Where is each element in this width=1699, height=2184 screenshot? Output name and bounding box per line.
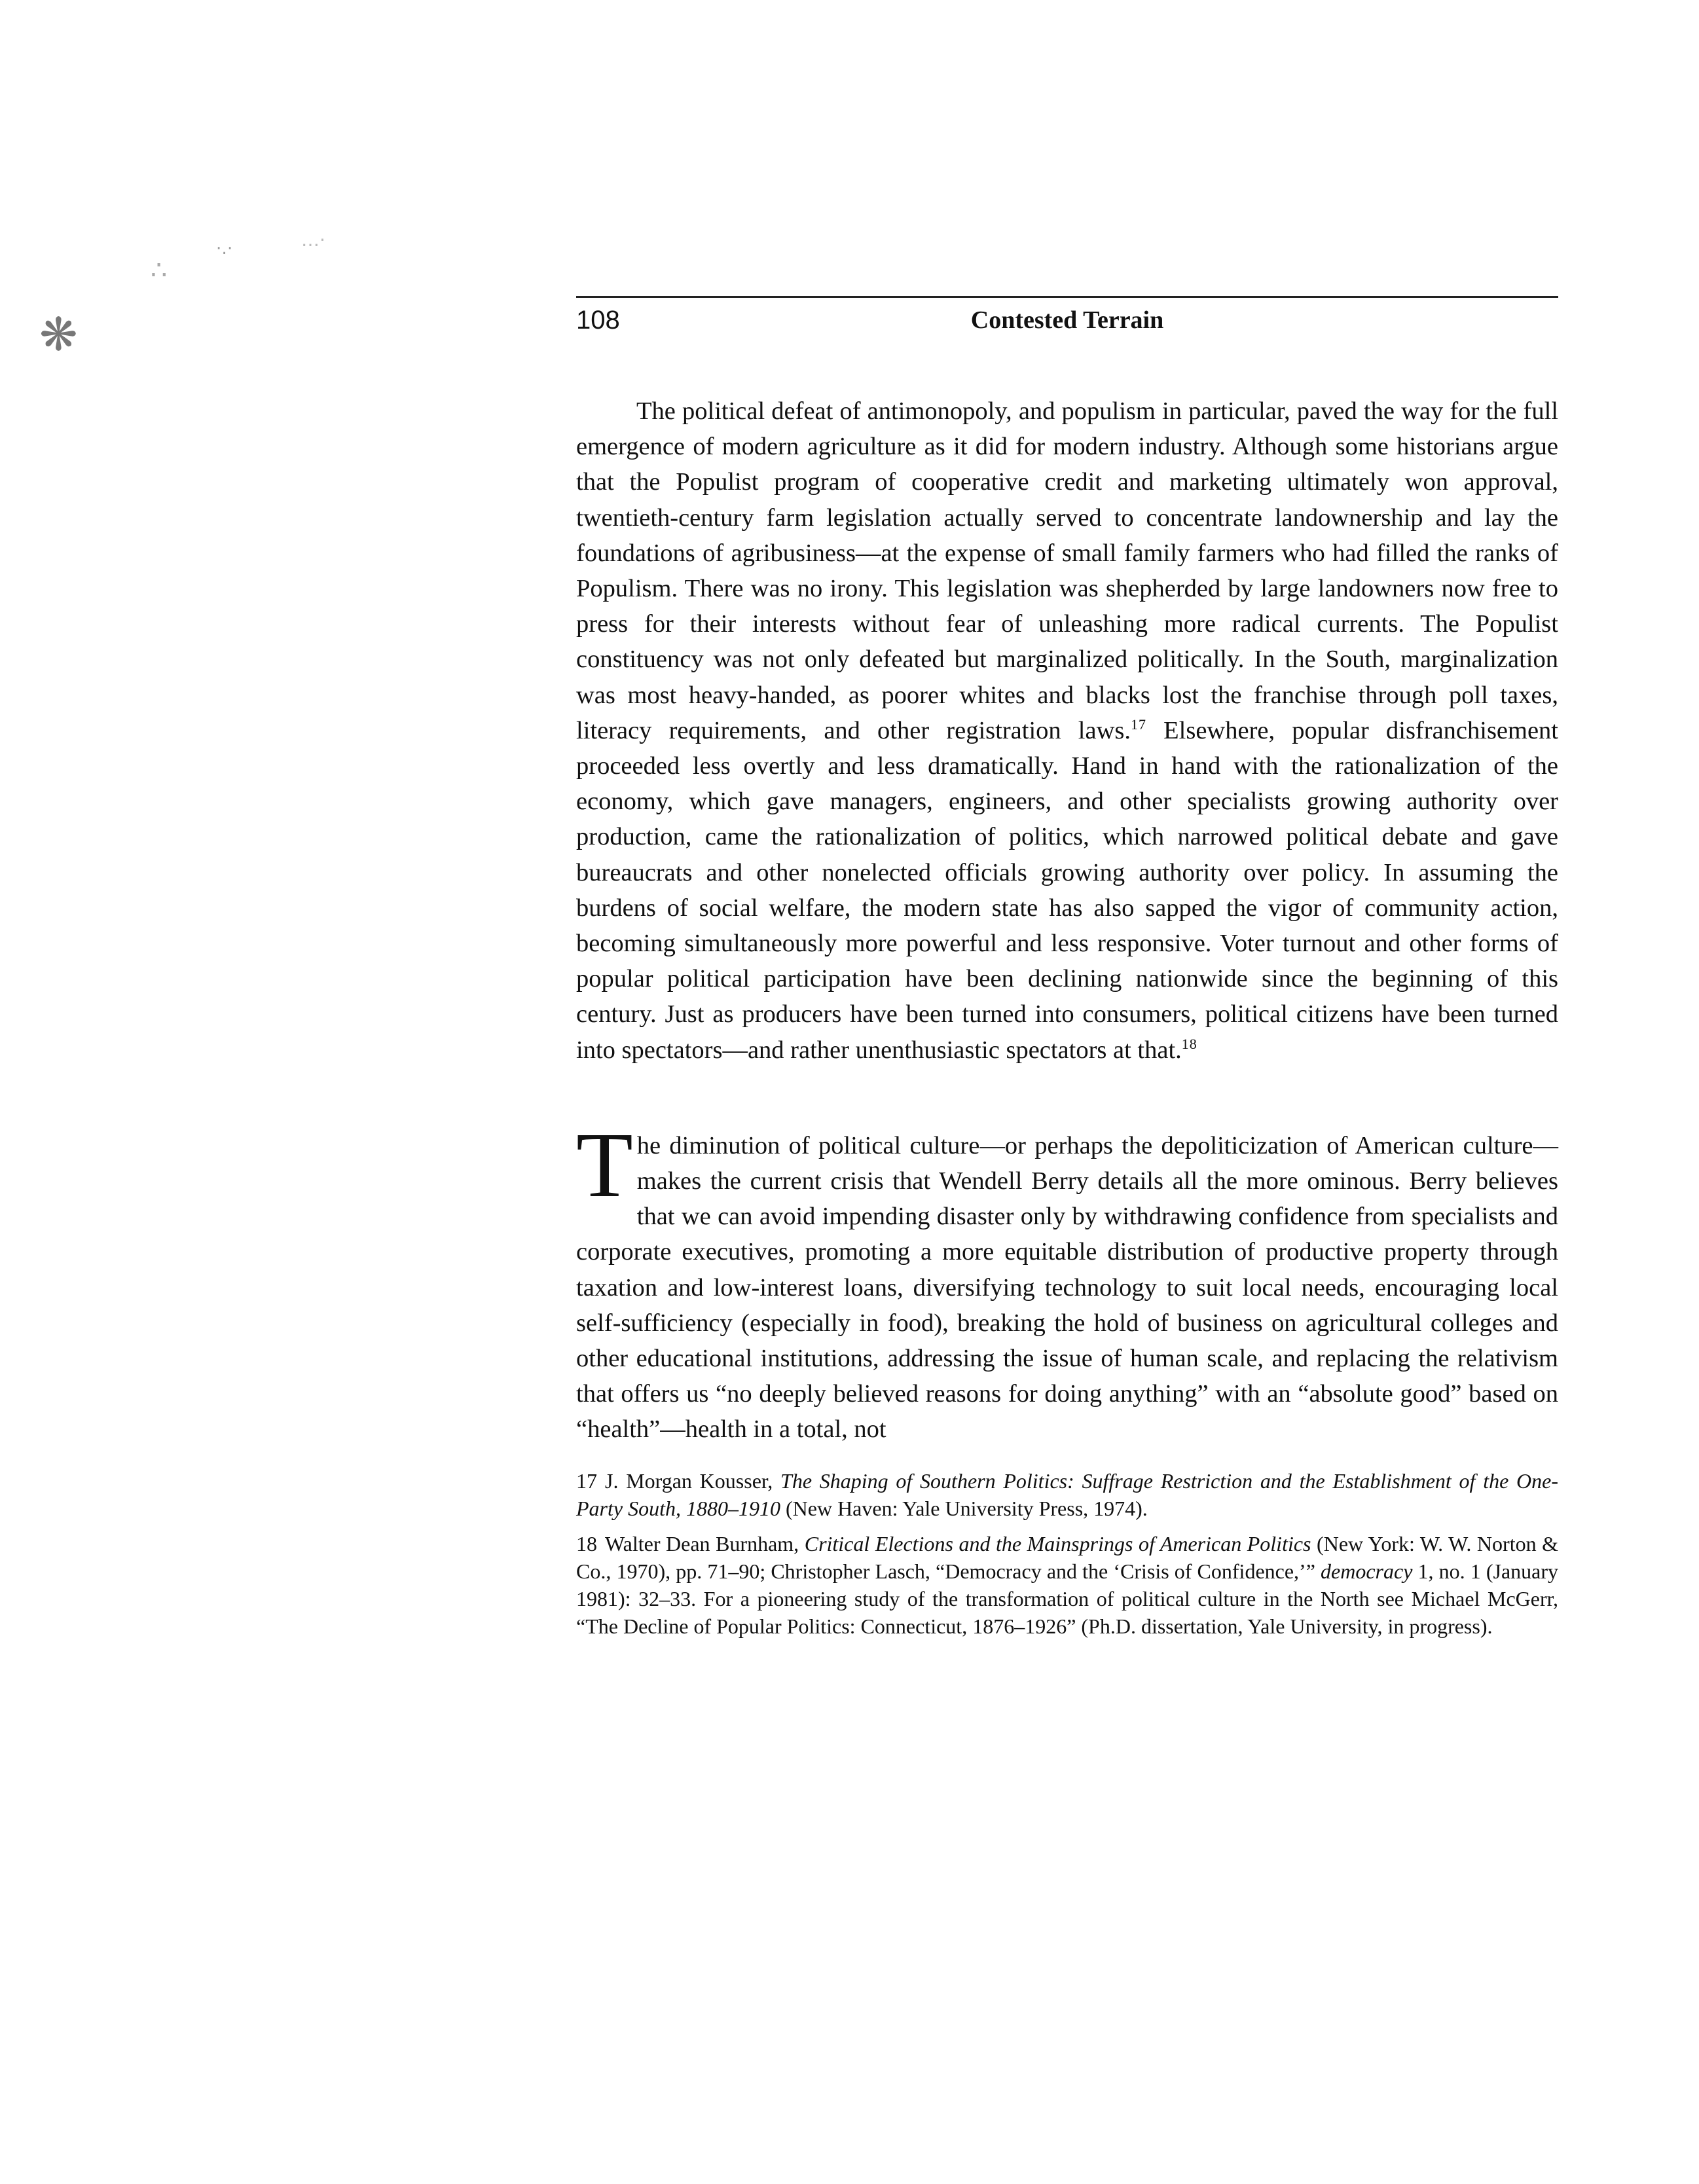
paragraph-text: The political defeat of antimonopoly, and populism in particular, paved the way for the full emergence of modern agriculture as it did for modern industry. Although some historians argue that the Populist program of cooperative credit and marketing ultimately won approval, twentieth-century farm legislation actually served to concentrate landownership and lay the foundations of agribusiness—at the expense of small family farmers who had filled the ranks of Populism. There was no irony. This legislation was shepherded by large landowners now free to press for their interests without fear of unleashing more radical currents. The Populist constituency was not only defeated but marginalized politically. In the South, marginalization was most heavy-handed, as poorer whites and blacks lost the franchise through poll taxes, literacy requirements, and other registration laws. bbox=[576, 397, 1558, 744]
running-header bbox=[576, 296, 1558, 350]
footnote-text: (New Haven: Yale University Press, 1974). bbox=[780, 1496, 1148, 1520]
scan-speck: …· bbox=[301, 229, 325, 251]
footnotes bbox=[576, 1467, 1558, 1640]
footnote-number: 18 bbox=[576, 1531, 597, 1556]
footnote bbox=[576, 1467, 1558, 1522]
paragraph-text: Elsewhere, popular disfranchisement proceeded less overtly and less dramatically. Hand in hand with the rationalization of the economy, which gave managers, engineers, and other specialists growing authority over production, came the rationalization of politics, which narrowed political debate and gave bureaucrats and other nonelected officials growing authority over policy. In assuming the burdens of social welfare, the modern state has also sapped the vigor of community action, becoming simultaneously more powerful and less responsive. Voter turnout and other forms of popular political participation have been declining nationwide since the beginning of this century. Just as producers have been turned into consumers, political citizens have been turned into spectators—and rather unenthusiastic spectators at that. bbox=[576, 716, 1559, 1064]
body-paragraph bbox=[576, 1112, 1558, 1447]
scan-speck: ·․· bbox=[216, 239, 233, 259]
paragraph-text: he diminution of political culture—or perhaps the depoliticization of American culture—makes the current crisis that Wendell Berry details all the more ominous. Berry believes that we can avoid impending disaster only by withdrawing confidence from specialists and corporate executives, promoting a more equitable distribution of productive property through taxation and low-interest loans, diversifying technology to suit local needs, encouraging local self-sufficiency (especially in food), breaking the hold of business on agricultural colleges and other educational institutions, addressing the issue of human scale, and replacing the relativism that offers us “no deeply believed reasons for doing anything” with an “absolute good” based on “health”—health in a total, not bbox=[576, 1131, 1558, 1444]
footnote-reference: 18 bbox=[1181, 1035, 1197, 1052]
footnote-text: 1, no. 1 (January 1981): 32–33. For a pioneering study of the transformation of political culture in the North see Michael McGerr, “The Decline of Popular Politics: Connecticut, 1876–1926” (Ph.D. dissertation, Yale University, in progress). bbox=[576, 1559, 1559, 1638]
running-title: Contested Terrain bbox=[970, 306, 1164, 334]
footnote-reference: 17 bbox=[1131, 716, 1146, 733]
cited-title: Critical Elections and the Mainsprings of American Politics bbox=[804, 1531, 1311, 1556]
cited-title: democracy bbox=[1321, 1559, 1413, 1583]
cited-title: The Shaping of Southern Politics: Suffrage Restriction and the Establishment of the One-Party South, 1880–1910 bbox=[576, 1468, 1559, 1520]
drop-cap: T bbox=[576, 1112, 633, 1216]
scan-speck: ❋ bbox=[39, 308, 78, 361]
page-number: 108 bbox=[576, 306, 620, 335]
scan-speck: ∴ bbox=[151, 255, 168, 285]
footnote-text: (New York: W. W. Norton & Co., 1970), pp. 71–90; Christopher Lasch, “Democracy and the ‘Crisis of Confidence,’” bbox=[576, 1531, 1559, 1583]
page-content bbox=[576, 296, 1558, 1648]
body-paragraph bbox=[576, 393, 1558, 1068]
footnote-text: Walter Dean Burnham, bbox=[605, 1531, 805, 1556]
footnote-number: 17 bbox=[576, 1468, 597, 1493]
footnote-text: J. Morgan Kousser, bbox=[605, 1468, 781, 1493]
footnote bbox=[576, 1530, 1558, 1640]
